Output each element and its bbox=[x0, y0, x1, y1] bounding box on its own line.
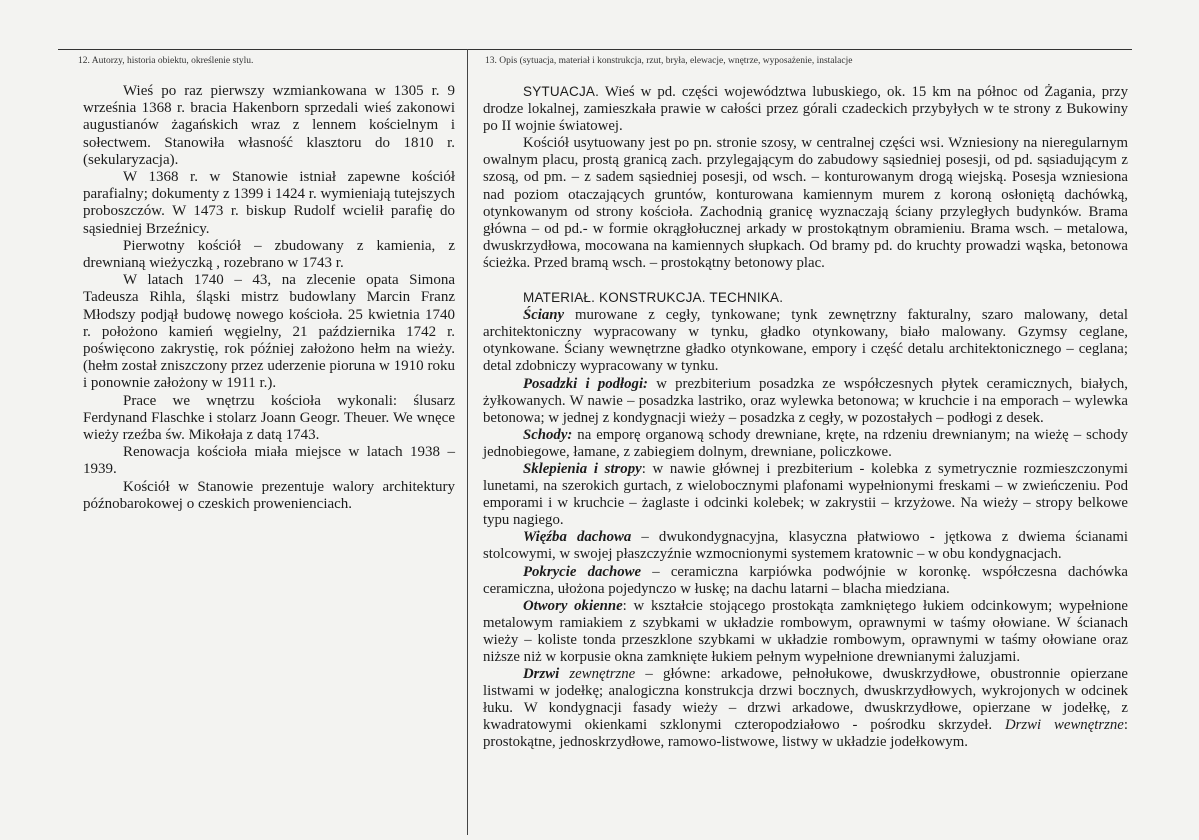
otwory-label: Otwory okienne bbox=[523, 597, 623, 614]
otwory-text: : w kształcie stojącego prostokąta zamkniętego łukiem odcinkowym; wypełnione metalowym ramiakiem z szybkami w układzie rombowym, oprawnymi w taśmy ołowiane. W ścianach wieży – koliste tonda przeszklone szybkami w układzie rombowym, oprawnymi w taśmy ołowiane oraz niższe niż w korpusie okna zamknięte łukiem pełnym wypełnione drewnianymi żaluzjami. bbox=[483, 597, 1128, 665]
sciany-text: murowane z cegły, tynkowane; tynk zewnętrzny fakturalny, szaro malowany, detal architektoniczny wypracowany w tynku, gładko otynkowany, biało malowany. Gzymsy ceglane, otynkowane. Ściany wewnętrzne gładko otynkowane, empory i część detalu architektonicznego – ceglana; detal zdobniczy wypracowany w tynku. bbox=[483, 307, 1128, 375]
material-heading bbox=[483, 289, 1128, 307]
column-divider bbox=[467, 49, 468, 835]
sciany-paragraph bbox=[483, 307, 1128, 375]
posadzki-text: w prezbiterium posadzka ze współczesnych płytek ceramicznych, białych, żyłkowanych. W nawie – posadzka lastriko, oraz wylewka betonowa; w kruchcie i na emporach – wylewka betonowa; w jednej z kondygnacji wieży – posadzka z cegły, w pozostałych – podłogi z desek. bbox=[483, 375, 1128, 426]
schody-text: na emporę organową schody drewniane, kręte, na rdzeniu drewnianym; na wieżę – schody jednobiegowe, łamane, z zabiegiem dolnym, drewniane, policzkowe. bbox=[483, 426, 1128, 460]
wiezba-label: Więźba dachowa bbox=[523, 529, 632, 546]
left-column-header: 12. Autorzy, historia obiektu, określenie stylu. bbox=[78, 56, 254, 66]
sytuacja-title: SYTUACJA. bbox=[523, 84, 600, 99]
right-column-text bbox=[483, 83, 1128, 752]
material-title: MATERIAŁ. KONSTRUKCJA. TECHNIKA. bbox=[523, 290, 784, 306]
drzwi-wew-label: Drzwi wewnętrzne bbox=[1004, 717, 1124, 734]
drzwi-label: Drzwi bbox=[523, 666, 560, 683]
posadzki-paragraph bbox=[483, 376, 1128, 427]
pokrycie-paragraph bbox=[483, 564, 1128, 598]
sytuacja-text-1: Wieś w pd. części województwa lubuskiego, ok. 15 km na północ od Żagania, przy drodze lokalnej, zamieszkała prawie w całości przez górali czadeckich przybyłych w te strony z Bukowiny po II wojnie światowej. bbox=[483, 84, 1128, 135]
schody-label: Schody: bbox=[523, 426, 573, 443]
drzwi-wew-text: : prostokątne, jednoskrzydłowe, ramowo-listwowe, listwy w układzie jodełkowym. bbox=[483, 717, 1128, 751]
drzwi-paragraph bbox=[483, 666, 1128, 751]
pokrycie-text: – ceramiczna karpiówka podwójnie w koronkę. współczesna dachówka ceramiczna, ułożona pojedynczo w łuskę; na dachu latarni – blacha miedziana. bbox=[483, 563, 1128, 597]
drzwi-text: – główne: arkadowe, pełnołukowe, dwuskrzydłowe, obustronnie opierzane listwami w jodełkę; analogiczna konstrukcja drzwi bocznych, dwuskrzydłowych, wykrojonych w odcinek łuku. W kondygnacji fasady wieży – drzwi arkadowe, dwuskrzydłowe, opierzane w jodełkę, z kwadratowymi okienkami szklonymi czteropodziałowo - pośrodku skrzydeł. bbox=[483, 666, 1128, 734]
schody-paragraph bbox=[483, 427, 1128, 461]
wiezba-text: – dwukondygnacyjna, klasyczna płatwiowo - jętkowa z dwiema ścianami stolcowymi, w swojej płaszczyźnie wzmocnionymi systemem kratownic – w obu kondygnacjach. bbox=[483, 529, 1129, 563]
drzwi-label-2: zewnętrzne bbox=[559, 666, 636, 683]
history-paragraph-2: W 1368 r. w Stanowie istniał zapewne kościół parafialny; dokumenty z 1399 i 1424 r. wymieniają tutejszych proboszczów. W 1473 r. biskup Rudolf wcielił parafię do sąsiedniej Brzeźnicy. bbox=[83, 169, 455, 237]
sklepienia-label: Sklepienia i stropy bbox=[523, 460, 642, 477]
history-paragraph-7: Kościół w Stanowie prezentuje walory architektury późnobarokowej o czeskich prowenienciach. bbox=[83, 478, 455, 512]
sklepienia-text: : w nawie głównej i prezbiterium - kolebka z symetrycznie rozmieszczonymi lunetami, na szerokich gurtach, z wielobocznymi plafonami wypełnionymi freskami – w zwieńczeniu. Pod emporami i w kruchcie – żaglaste i odcinki kolebek; w zakrystii – krzyżowe. Na wieży – stropy belkowe typu nagiego. bbox=[483, 460, 1129, 529]
history-paragraph-5: Prace we wnętrzu kościoła wykonali: ślusarz Ferdynand Flaschke i stolarz Joann Geogr. Theuer. We wnęce wieży rzeźba św. Mikołaja z datą 1743. bbox=[83, 392, 455, 444]
history-paragraph-6: Renowacja kościoła miała miejsce w latach 1938 – 1939. bbox=[83, 444, 455, 478]
header-divider bbox=[58, 49, 1132, 50]
otwory-paragraph bbox=[483, 598, 1128, 666]
sklepienia-paragraph bbox=[483, 461, 1128, 529]
pokrycie-label: Pokrycie dachowe bbox=[523, 563, 642, 580]
history-paragraph-4: W latach 1740 – 43, na zlecenie opata Simona Tadeusza Rihla, śląski mistrz budowlany Marcin Franz Młodszy podjął budowę nowego kościoła. 25 kwietnia 1740 r. położono kamień węgielny, 21 października 1742 r. poświęcono zakrystię, rok później założono hełm na wieży. (hełm został zniszczony przez uderzenie pioruna w 1910 roku i ponownie założony w 1911 r.). bbox=[83, 272, 455, 392]
sciany-label: Ściany bbox=[523, 307, 565, 324]
wiezba-paragraph bbox=[483, 529, 1128, 563]
sytuacja-paragraph-2: Kościół usytuowany jest po pn. stronie szosy, w centralnej części wsi. Wzniesiony na nieregularnym owalnym placu, prostą granicą zach. przylegającym do zabudowy sąsiedniej posesji, od pd. sąsiadującym z szosą, od pm. – z sadem sąsiedniej posesji, od wsch. – konturowanym drogą wiejską. Posesja wzniesiona nad poziom otaczających gruntów, konturowana kamiennym murem z koroną osłoniętą dachówką, otynkowanym od strony kościoła. Zachodnią granicę wyznaczają ściany przyległych budynków. Brama główna – od pd.- w formie okrągłołucznej arkady w prostokątnym obramieniu. Brama wsch. – metalowa, dwuskrzydłowa, mocowana na kamiennych słupkach. Od bramy pd. do kruchty prowadzi wąska, betonowa ścieżka. Przed bramą wsch. – prostokątny betonowy plac. bbox=[483, 135, 1128, 271]
history-paragraph-1: Wieś po raz pierwszy wzmiankowana w 1305 r. 9 września 1368 r. bracia Hakenborn sprzedali wieś zakonowi augustianów żagańskich wraz z lennem kościelnym i sołectwem. Stanowiła własność klasztoru do 1810 r. (sekularyzacja). bbox=[83, 83, 455, 168]
posadzki-label: Posadzki i podłogi: bbox=[523, 375, 648, 392]
right-column-header: 13. Opis (sytuacja, materiał i konstrukcja, rzut, bryła, elewacje, wnętrze, wyposażenie, instalacje bbox=[485, 56, 853, 66]
left-column-text bbox=[83, 83, 455, 513]
history-paragraph-3: Pierwotny kościół – zbudowany z kamienia, z drewnianą wieżyczką , rozebrano w 1743 r. bbox=[83, 237, 455, 272]
sytuacja-paragraph-1 bbox=[483, 83, 1128, 135]
